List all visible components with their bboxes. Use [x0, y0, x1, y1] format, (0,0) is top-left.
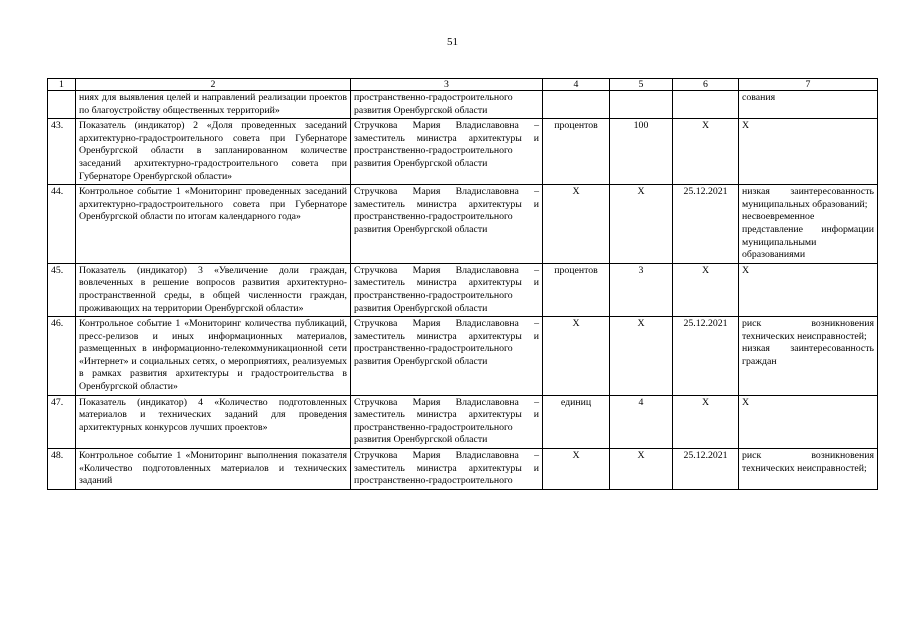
- deadline-date-cell: [673, 91, 739, 119]
- risk-item: низкая заинтересованность муниципальных образований;: [742, 186, 874, 210]
- risk-item: риск возникновения технических неисправностей;: [742, 318, 874, 342]
- responsible-person-cell: Стручкова Мария Владиславовна – заместитель министра архитектуры и пространственно-градостроительного развития Оренбургской области: [351, 119, 543, 185]
- risk-item: риск возникновения технических неисправностей;: [742, 450, 874, 474]
- risks-cell: [739, 119, 878, 185]
- page-number: 51: [447, 36, 458, 48]
- table-row: [48, 395, 878, 448]
- table-row: [48, 91, 878, 119]
- target-value-cell: Х: [610, 449, 673, 490]
- target-value-cell: 4: [610, 395, 673, 448]
- table-row: [48, 119, 878, 185]
- responsible-person-cell: пространственно-градостроительного развития Оренбургской области: [351, 91, 543, 119]
- responsible-person-cell: Стручкова Мария Владиславовна – заместитель министра архитектуры и пространственно-градостроительного развития Оренбургской области: [351, 317, 543, 396]
- target-value-cell: Х: [610, 317, 673, 396]
- risks-cell: [739, 449, 878, 490]
- column-header: 7: [739, 79, 878, 91]
- column-header: 4: [543, 79, 610, 91]
- responsible-person-cell: Стручкова Мария Владиславовна – заместитель министра архитектуры и пространственно-градостроительного развития Оренбургской области: [351, 395, 543, 448]
- unit-of-measure-cell: Х: [543, 449, 610, 490]
- risk-item: Х: [742, 396, 750, 408]
- column-header: 3: [351, 79, 543, 91]
- row-number-cell: 46.: [48, 317, 76, 396]
- row-number-cell: 48.: [48, 449, 76, 490]
- row-number-cell: 43.: [48, 119, 76, 185]
- target-value-cell: 100: [610, 119, 673, 185]
- risks-cell: [739, 91, 878, 119]
- risks-cell: [739, 263, 878, 316]
- column-header: 5: [610, 79, 673, 91]
- target-value-cell: Х: [610, 185, 673, 264]
- column-header: 6: [673, 79, 739, 91]
- program-table: [47, 78, 878, 490]
- risk-item: несвоевременное представление информации муниципальными образованиями: [742, 211, 874, 261]
- responsible-person-cell: Стручкова Мария Владиславовна – заместитель министра архитектуры и пространственно-градостроительного развития Оренбургской области: [351, 263, 543, 316]
- indicator-description-cell: Контрольное событие 1 «Мониторинг проведенных заседаний архитектурно-градостроительного совета при Губернаторе Оренбургской области по итогам календарного года»: [76, 185, 351, 264]
- target-value-cell: 3: [610, 263, 673, 316]
- target-value-cell: [610, 91, 673, 119]
- indicator-description-cell: Показатель (индикатор) 2 «Доля проведенных заседаний архитектурно-градостроительного совета при Губернаторе Оренбургской области в запланированном количестве заседаний архитектурно-градостроительного совета при Губернаторе Оренбургской области»: [76, 119, 351, 185]
- row-number-cell: 45.: [48, 263, 76, 316]
- deadline-date-cell: Х: [673, 263, 739, 316]
- column-header: 1: [48, 79, 76, 91]
- indicator-description-cell: Показатель (индикатор) 3 «Увеличение доли граждан, вовлеченных в решение вопросов развития архитектурно-пространственной среды, в общей численности граждан, проживающих на территории Оренбургской области»: [76, 263, 351, 316]
- risks-cell: [739, 317, 878, 396]
- unit-of-measure-cell: процентов: [543, 119, 610, 185]
- column-header: 2: [76, 79, 351, 91]
- table-row: [48, 317, 878, 396]
- row-number-cell: 44.: [48, 185, 76, 264]
- deadline-date-cell: 25.12.2021: [673, 185, 739, 264]
- risk-item: низкая заинтересованность граждан: [742, 343, 874, 367]
- unit-of-measure-cell: [543, 91, 610, 119]
- table-row: [48, 263, 878, 316]
- deadline-date-cell: Х: [673, 395, 739, 448]
- indicator-description-cell: Контрольное событие 1 «Мониторинг выполнения показателя «Количество подготовленных материалов и технических заданий: [76, 449, 351, 490]
- column-header-row: [48, 79, 878, 91]
- unit-of-measure-cell: процентов: [543, 263, 610, 316]
- deadline-date-cell: 25.12.2021: [673, 317, 739, 396]
- responsible-person-cell: Стручкова Мария Владиславовна – заместитель министра архитектуры и пространственно-градостроительного: [351, 449, 543, 490]
- risk-item: Х: [742, 120, 750, 132]
- table-row: [48, 185, 878, 264]
- table-body: [48, 79, 878, 490]
- risks-cell: [739, 185, 878, 264]
- indicator-description-cell: Контрольное событие 1 «Мониторинг количества публикаций, пресс-релизов и иных информационных материалов, размещенных в информационно-телекоммуникационной сети «Интернет» и социальных сетях, о мероприятиях, реализуемых в рамках развития архитектуры и градостроительства в Оренбургской области»: [76, 317, 351, 396]
- row-number-cell: [48, 91, 76, 119]
- deadline-date-cell: Х: [673, 119, 739, 185]
- unit-of-measure-cell: Х: [543, 317, 610, 396]
- risk-item: сования: [742, 92, 776, 103]
- deadline-date-cell: 25.12.2021: [673, 449, 739, 490]
- unit-of-measure-cell: единиц: [543, 395, 610, 448]
- row-number-cell: 47.: [48, 395, 76, 448]
- indicator-description-cell: Показатель (индикатор) 4 «Количество подготовленных материалов и технических заданий для проведения архитектурных конкурсов лучших проектов»: [76, 395, 351, 448]
- risks-cell: [739, 395, 878, 448]
- responsible-person-cell: Стручкова Мария Владиславовна – заместитель министра архитектуры и пространственно-градостроительного развития Оренбургской области: [351, 185, 543, 264]
- table-row: [48, 449, 878, 490]
- risk-item: Х: [742, 264, 750, 276]
- unit-of-measure-cell: Х: [543, 185, 610, 264]
- indicator-description-cell: ниях для выявления целей и направлений реализации проектов по благоустройству общественных территорий»: [76, 91, 351, 119]
